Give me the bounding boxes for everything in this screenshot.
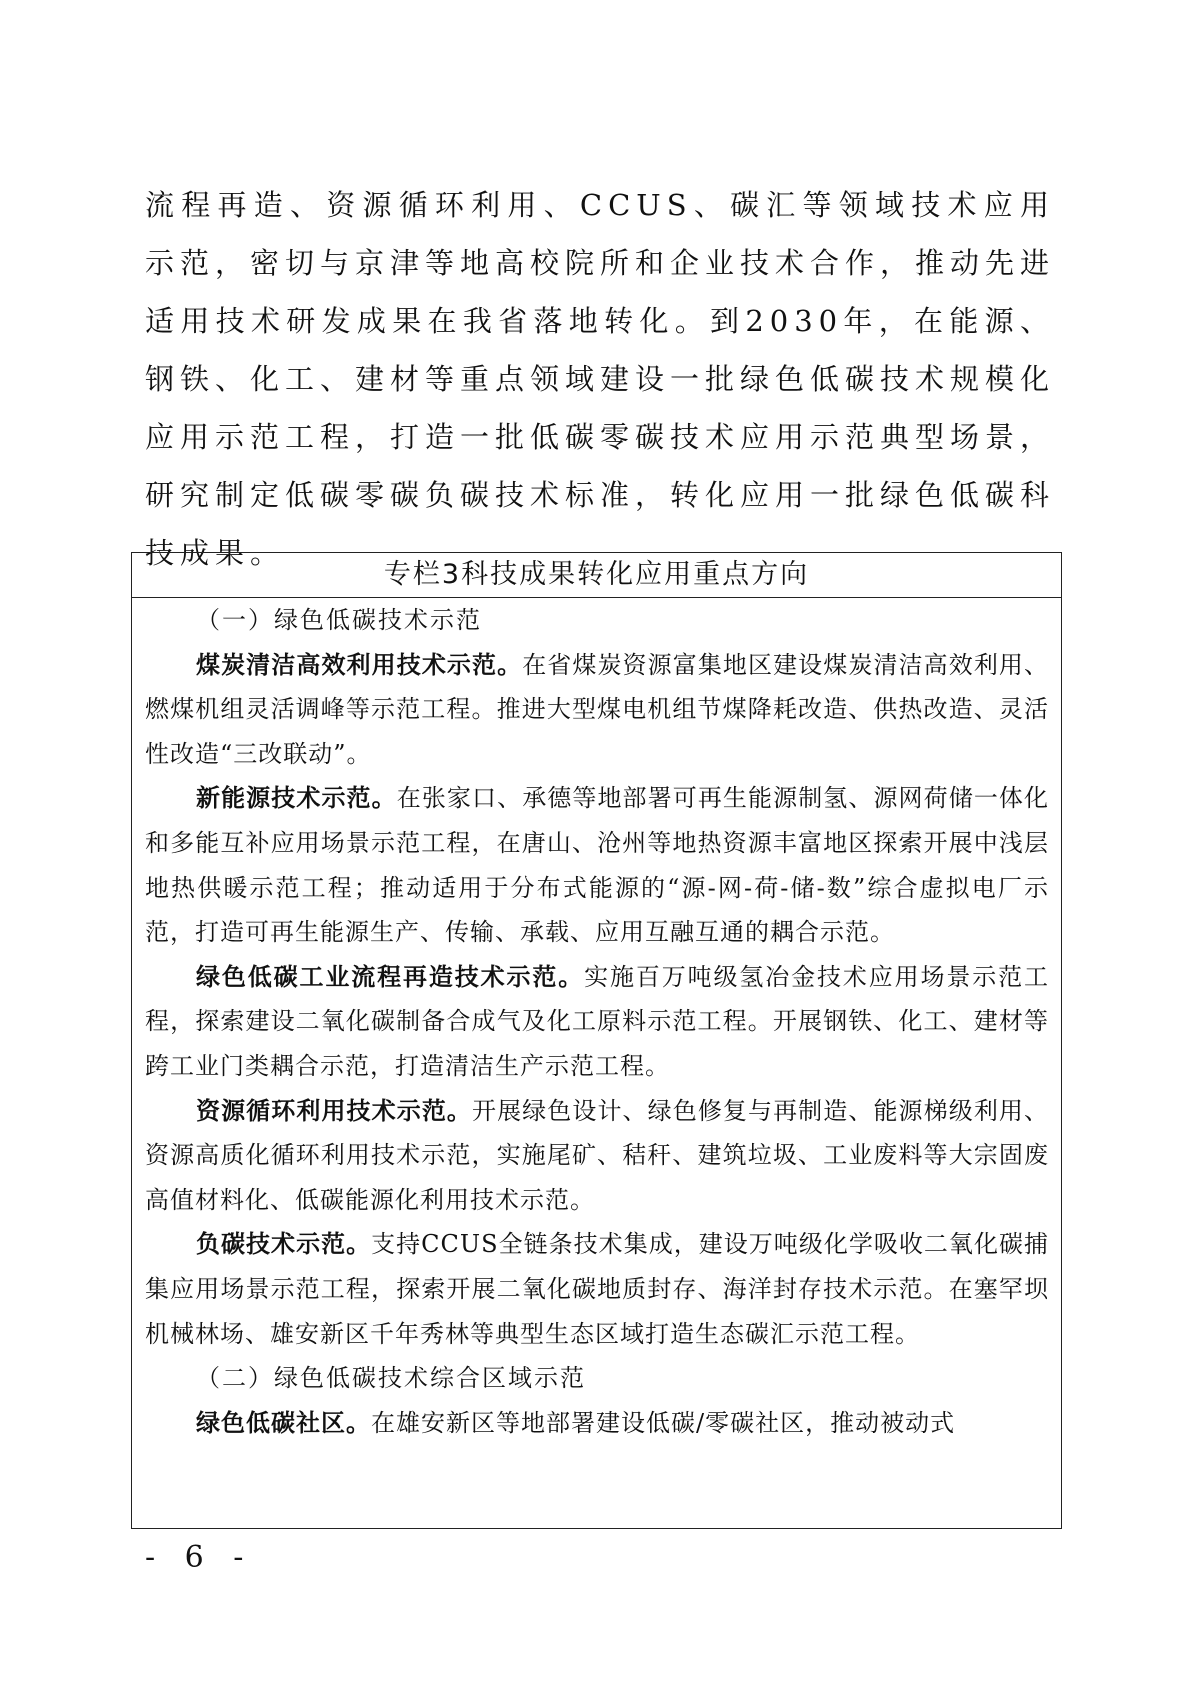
box-item-text: 实施百万吨级氢冶金技术应用场景示范工程，探索建设二氧化碳制备合成气及化工原料示范工程。开展钢铁、化工、建材等跨工业门类耦合示范，打造清洁生产示范工程。 bbox=[145, 962, 1049, 1080]
column-box bbox=[131, 552, 1062, 1529]
box-item-lead: 煤炭清洁高效利用技术示范。 bbox=[196, 650, 523, 679]
box-item-coal bbox=[145, 643, 1049, 777]
section-heading-2: （二）绿色低碳技术综合区域示范 bbox=[196, 1364, 586, 1393]
box-content bbox=[132, 598, 1061, 1445]
box-item-lead: 新能源技术示范。 bbox=[196, 784, 397, 813]
box-item-lead: 绿色低碳工业流程再造技术示范。 bbox=[196, 962, 585, 991]
page-number: - 6 - bbox=[145, 1540, 254, 1575]
box-item-text: 开展绿色设计、绿色修复与再制造、能源梯级利用、资源高质化循环利用技术示范，实施尾矿、秸秆、建筑垃圾、工业废料等大宗固废高值材料化、低碳能源化利用技术示范。 bbox=[145, 1096, 1049, 1214]
box-item-text: 支持CCUS全链条技术集成，建设万吨级化学吸收二氧化碳捕集应用场景示范工程，探索开展二氧化碳地质封存、海洋封存技术示范。在塞罕坝机械林场、雄安新区千年秀林等典型生态区域打造生态碳汇示范工程。 bbox=[145, 1230, 1049, 1348]
box-item-text: 在雄安新区等地部署建设低碳/零碳社区，推动被动式 bbox=[371, 1408, 956, 1437]
box-item-text: 在张家口、承德等地部署可再生能源制氢、源网荷储一体化和多能互补应用场景示范工程，在唐山、沧州等地热资源丰富地区探索开展中浅层地热供暖示范工程；推动适用于分布式能源的“源-网-荷-储-数”综合虚拟电厂示范，打造可再生能源生产、传输、承载、应用互融互通的耦合示范。 bbox=[145, 784, 1050, 947]
box-item-new-energy bbox=[145, 776, 1049, 954]
box-item-lead: 绿色低碳社区。 bbox=[196, 1408, 371, 1437]
section-heading-1: （一）绿色低碳技术示范 bbox=[196, 606, 482, 634]
box-item-text: 在省煤炭资源富集地区建设煤炭清洁高效利用、燃煤机组灵活调峰等示范工程。推进大型煤电机组节煤降耗改造、供热改造、灵活性改造“三改联动”。 bbox=[145, 650, 1050, 768]
box-item-resource-recycling bbox=[145, 1089, 1049, 1223]
body-paragraph: 流程再造、资源循环利用、CCUS、碳汇等领域技术应用示范，密切与京津等地高校院所和企业技术合作，推动先进适用技术研发成果在我省落地转化。到2030年，在能源、钢铁、化工、建材等重点领域建设一批绿色低碳技术规模化应用示范工程，打造一批低碳零碳技术应用示范典型场景，研究制定低碳零碳负碳技术标准，转化应用一批绿色低碳科技成果。 bbox=[145, 188, 1056, 570]
box-item-lead: 资源循环利用技术示范。 bbox=[196, 1096, 472, 1125]
box-item-community bbox=[145, 1401, 1049, 1446]
box-title: 专栏3科技成果转化应用重点方向 bbox=[132, 553, 1061, 598]
box-item-lead: 负碳技术示范。 bbox=[196, 1230, 372, 1259]
box-item-industry-process bbox=[145, 955, 1049, 1089]
box-item-negative-carbon bbox=[145, 1222, 1049, 1356]
